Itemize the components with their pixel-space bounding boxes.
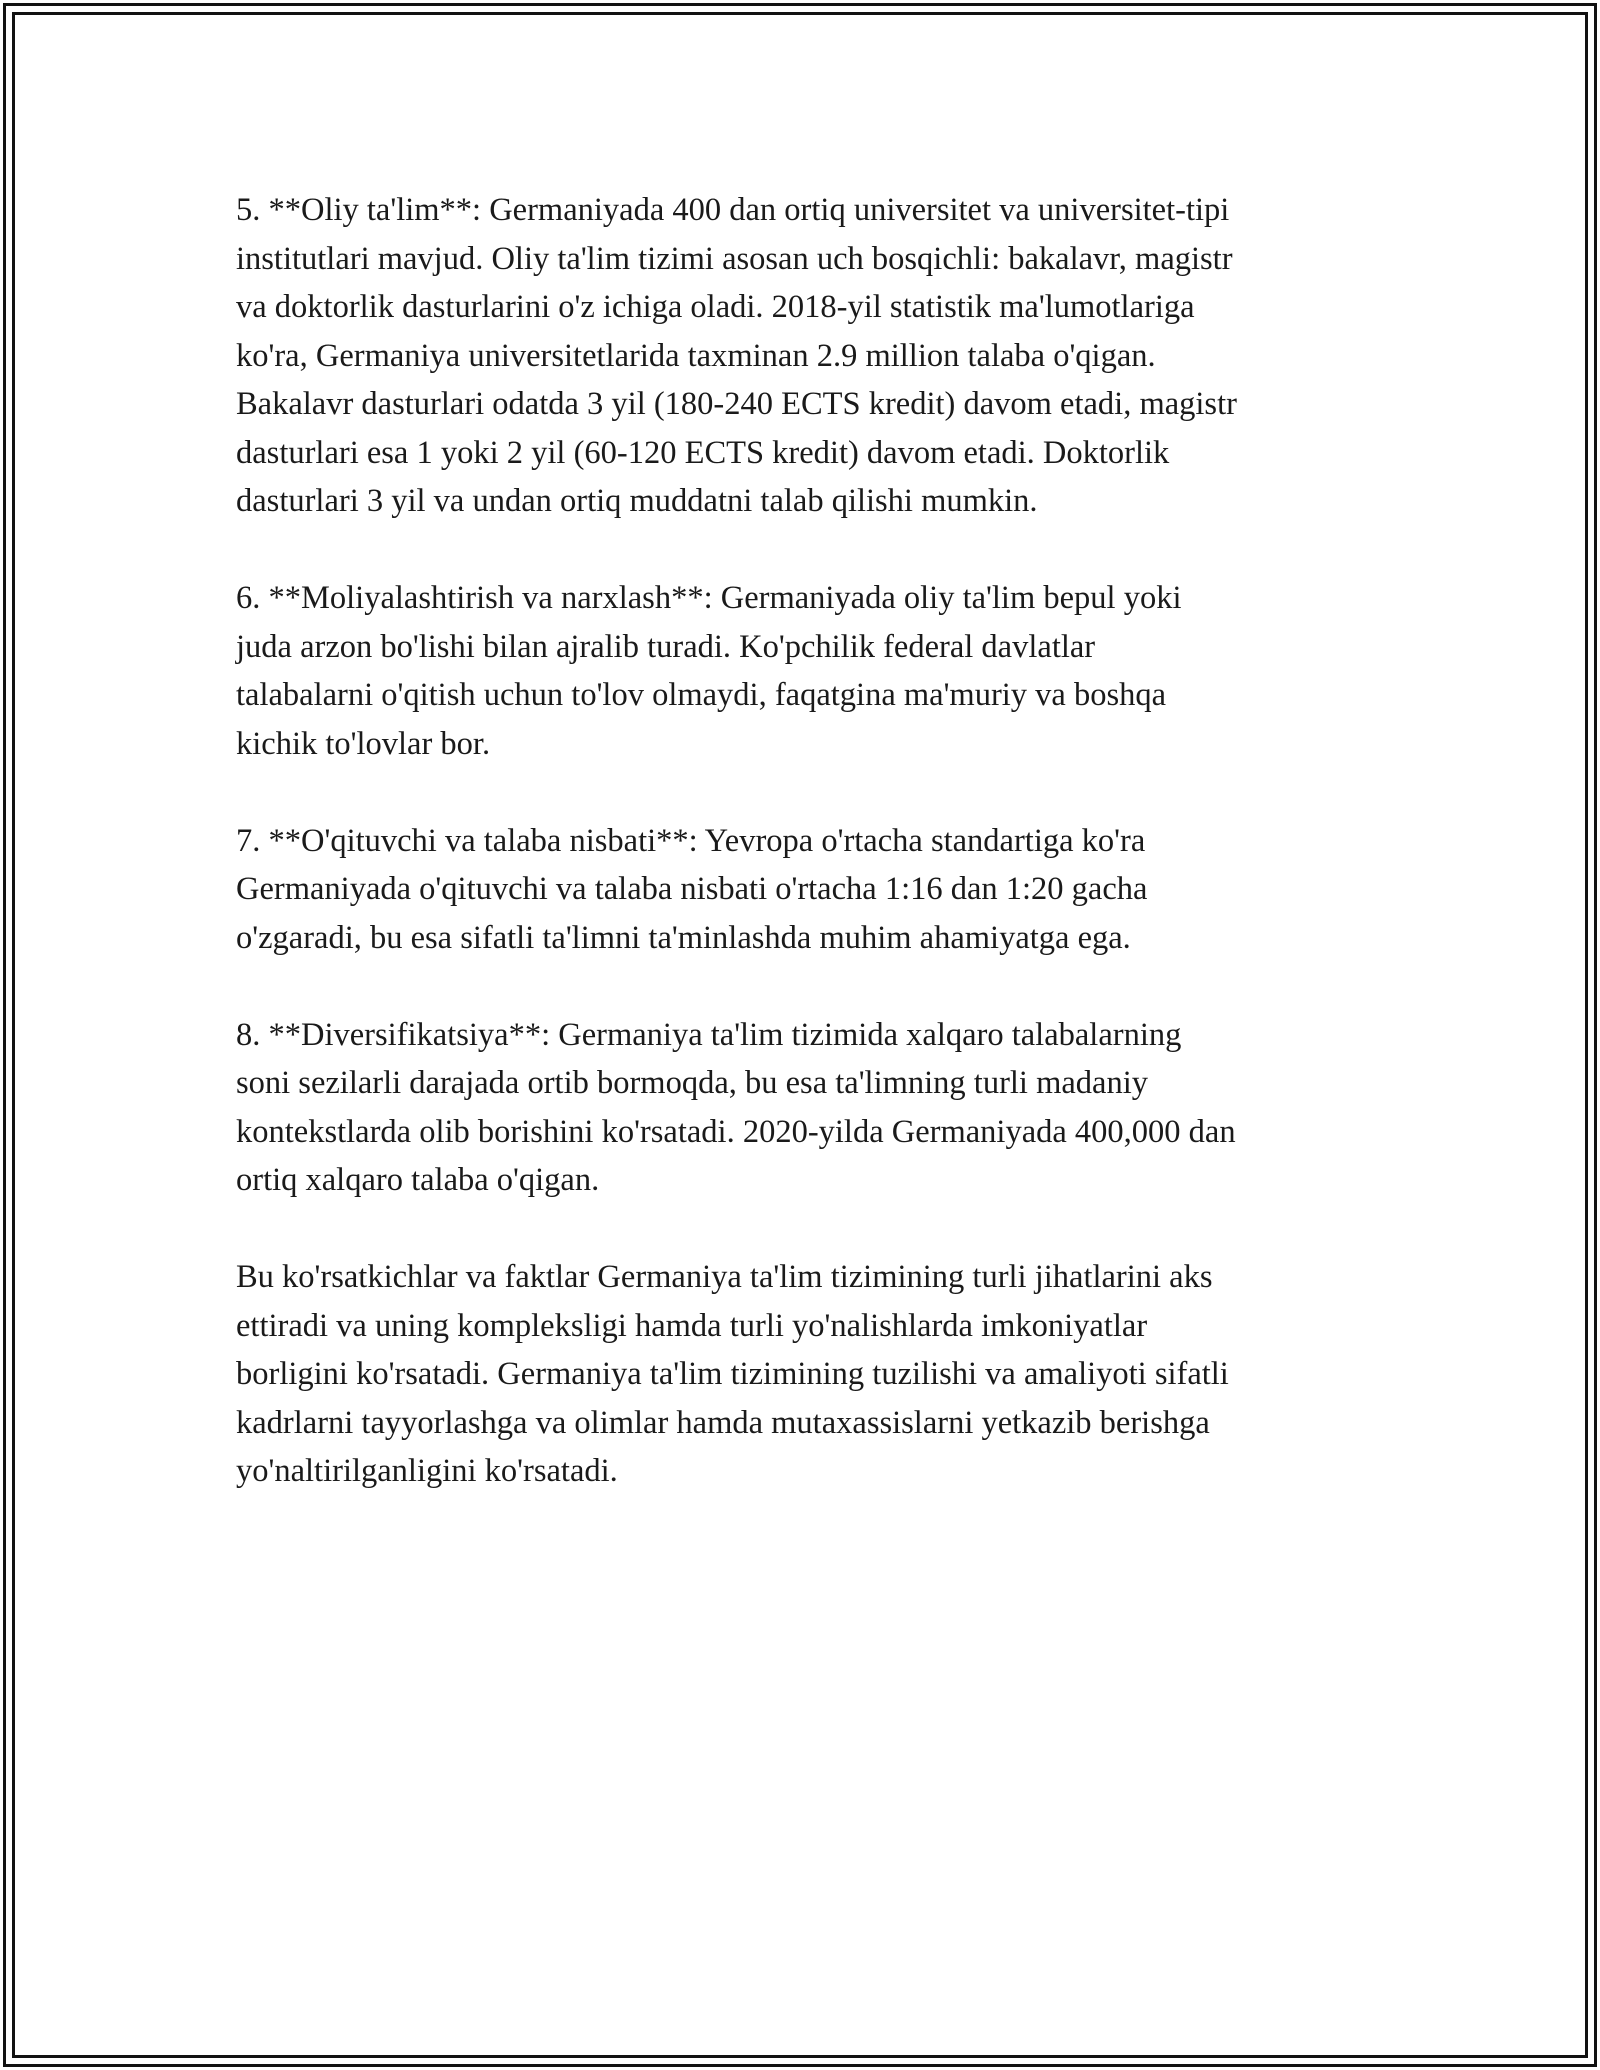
paragraph-teacher-student-ratio [236, 817, 1376, 963]
text-line: 5. **Oliy ta'lim**: Germaniyada 400 dan ortiq universitet va universitet-tipi [236, 192, 1230, 228]
text-line: ettiradi va uning kompleksligi hamda turli yo'nalishlarda imkoniyatlar [236, 1307, 1148, 1344]
text-line: o'zgaradi, bu esa sifatli ta'limni ta'minlashda muhim ahamiyatga ega. [236, 919, 1131, 956]
text-line: kontekstlarda olib borishini ko'rsatadi. 2020-yilda Germaniyada 400,000 dan [236, 1113, 1236, 1150]
text-line: Bu ko'rsatkichlar va faktlar Germaniya ta'lim tizimining turli jihatlarini aks [236, 1259, 1213, 1295]
text-line: 8. **Diversifikatsiya**: Germaniya ta'lim tizimida xalqaro talabalarning [236, 1016, 1182, 1053]
paragraph-conclusion [236, 1253, 1376, 1496]
text-line: yo'naltirilganligini ko'rsatadi. [236, 1453, 618, 1489]
text-line: juda arzon bo'lishi bilan ajralib turadi. Ko'pchilik federal davlatlar [236, 628, 1096, 665]
text-line: kadrlarni tayyorlashga va olimlar hamda mutaxassislarni yetkazib berishga [236, 1404, 1210, 1441]
paragraph-diversification [236, 1011, 1376, 1205]
text-line: 6. **Moliyalashtirish va narxlash**: Germaniyada oliy ta'lim bepul yoki [236, 580, 1182, 616]
text-line: Bakalavr dasturlari odatda 3 yil (180-240 ECTS kredit) davom etadi, magistr [236, 386, 1237, 422]
text-line: soni sezilarli darajada ortib bormoqda, bu esa ta'limning turli madaniy [236, 1065, 1148, 1101]
text-line: ortiq xalqaro talaba o'qigan. [236, 1162, 600, 1198]
text-line: Germaniyada o'qituvchi va talaba nisbati o'rtacha 1:16 dan 1:20 gacha [236, 871, 1148, 907]
text-line: va doktorlik dasturlarini o'z ichiga oladi. 2018-yil statistik ma'lumotlariga [236, 289, 1195, 325]
text-line: institutlari mavjud. Oliy ta'lim tizimi asosan uch bosqichli: bakalavr, magistr [236, 240, 1233, 277]
document-body [236, 186, 1376, 1544]
text-line: kichik to'lovlar bor. [236, 725, 491, 762]
text-line: borligini ko'rsatadi. Germaniya ta'lim tizimining tuzilishi va amaliyoti sifatli [236, 1356, 1229, 1392]
text-line: talabalarni o'qitish uchun to'lov olmaydi, faqatgina ma'muriy va boshqa [236, 677, 1167, 713]
text-line: ko'ra, Germaniya universitetlarida taxminan 2.9 million talaba o'qigan. [236, 337, 1156, 374]
text-line: dasturlari esa 1 yoki 2 yil (60-120 ECTS kredit) davom etadi. Doktorlik [236, 434, 1170, 471]
paragraph-higher-education [236, 186, 1376, 526]
text-line: dasturlari 3 yil va undan ortiq muddatni talab qilishi mumkin. [236, 483, 1038, 519]
text-line: 7. **O'qituvchi va talaba nisbati**: Yevropa o'rtacha standartiga ko'ra [236, 822, 1146, 859]
paragraph-financing [236, 574, 1376, 768]
